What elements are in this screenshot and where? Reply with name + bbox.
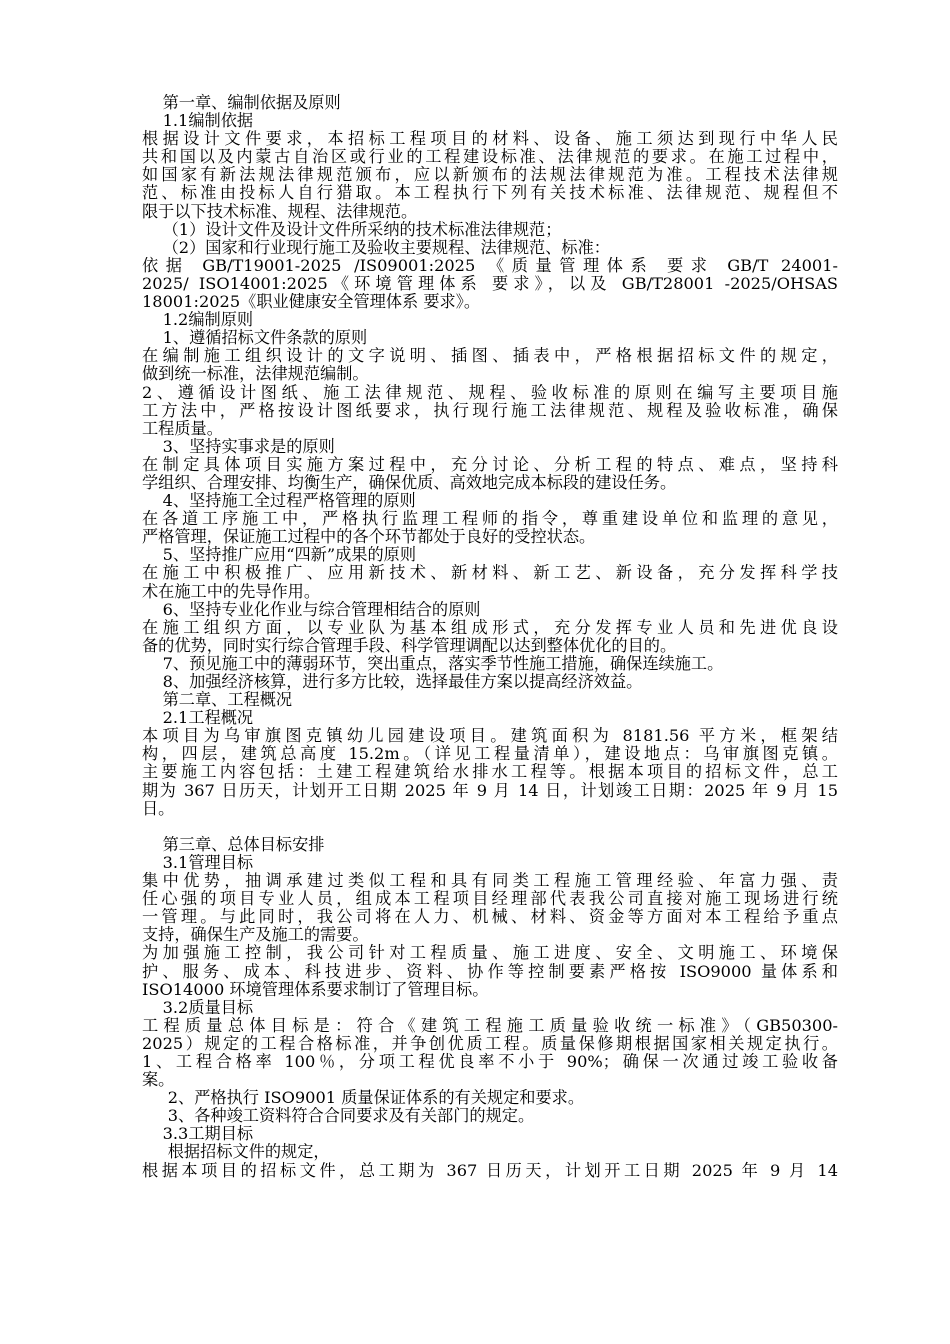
text-line: 工程质量总体目标是：符合《建筑工程施工质量验收统一标准》（GB50300- [142, 1015, 838, 1035]
text-line: 术在施工中的先导作用。 [142, 581, 321, 601]
text-line: 3、各种竣工资料符合合同要求及有关部门的规定。 [142, 1106, 535, 1126]
text-line: 一管理。与此同时，我公司将在人力、机械、材料、资金等方面对本工程给予重点 [142, 907, 838, 927]
text-line: 共和国以及内蒙古自治区或行业的工程建设标准、法律规范的要求。在施工过程中， [142, 147, 838, 167]
text-line: 6、坚持专业化作业与综合管理相结合的原则 [142, 599, 481, 619]
text-line: 1、遵循招标文件条款的原则 [142, 328, 368, 348]
text-line: 支持，确保生产及施工的需要。 [142, 925, 369, 945]
text-line: 4、坚持施工全过程严格管理的原则 [142, 491, 416, 511]
text-line: （1）设计文件及设计文件所采纳的技术标准法律规范； [142, 219, 562, 239]
text-line: 在施工中积极推广、应用新技术、新材料、新工艺、新设备，充分发挥科学技 [142, 563, 838, 583]
text-line: 依据 GB/T19001-2025 /IS09001:2025 《质量管理体系 要求 GB/T 24001- [142, 255, 838, 275]
text-line: ISO14000 环境管理体系要求制订了管理目标。 [142, 979, 489, 999]
text-line: 在编制施工组织设计的文字说明、插图、插表中，严格根据招标文件的规定， [142, 346, 838, 366]
text-line: 5、坚持推广应用“四新”成果的原则 [142, 545, 417, 565]
text-line: 根据本项目的招标文件，总工期为 367 日历天，计划开工日期 2025 年 9 月 14 [142, 1160, 838, 1180]
text-line: 1、工程合格率 100％，分项工程优良率不小于 90%；确保一次通过竣工验收备 [142, 1051, 838, 1071]
text-line: 3.2质量目标 [142, 997, 254, 1017]
text-line: 2025/ ISO14001:2025《环境管理体系 要求》，以及 GB/T28001 -2025/OHSAS [142, 273, 838, 293]
text-line: 第三章、总体目标安排 [142, 834, 325, 854]
text-line: 根据招标文件的规定， [142, 1142, 330, 1162]
text-line: （2）国家和行业现行施工及验收主要规程、法律规范、标准： [142, 237, 610, 257]
text-line: 根据设计文件要求，本招标工程项目的材料、设备、施工须达到现行中华人民 [142, 129, 838, 149]
text-line: 备的优势，同时实行综合管理手段、科学管理调配以达到整体优化的目的。 [142, 635, 677, 655]
text-line: 主要施工内容包括：土建工程建筑给水排水工程等。根据本项目的招标文件，总工 [142, 762, 838, 782]
text-line: 7、预见施工中的薄弱环节，突出重点，落实季节性施工措施，确保连续施工。 [142, 653, 724, 673]
document-page [142, 94, 838, 1180]
text-line: 工方法中，严格按设计图纸要求，执行现行施工法律规范、规程及验收标准，确保 [142, 400, 838, 420]
text-line: 案。 [142, 1070, 175, 1090]
text-line: 在各道工序施工中，严格执行监理工程师的指令，尊重建设单位和监理的意见， [142, 509, 838, 529]
text-line: 第二章、工程概况 [142, 690, 293, 710]
text-line: 如国家有新法规法律规范颁布，应以新颁布的法规法律规范为准。工程技术法律规 [142, 165, 838, 185]
text-line: 在制定具体项目实施方案过程中，充分讨论、分析工程的特点、难点，坚持科 [142, 454, 838, 474]
text-line [142, 818, 838, 836]
text-line: 2、遵循设计图纸、施工法律规范、规程、验收标准的原则在编写主要项目施 [142, 382, 838, 402]
text-line: 在施工组织方面，以专业队为基本组成形式，充分发挥专业人员和先进优良设 [142, 617, 838, 637]
text-line: 3.1管理目标 [142, 852, 254, 872]
text-line: 日。 [142, 798, 175, 818]
text-line: 1.1编制依据 [142, 111, 254, 131]
text-line: 2025）规定的工程合格标准，并争创优质工程。质量保修期根据国家相关规定执行。 [142, 1033, 838, 1053]
text-line: 8、加强经济核算，进行多方比较，选择最佳方案以提高经济效益。 [142, 672, 643, 691]
text-line: 1.2编制原则 [142, 310, 254, 330]
text-line: 18001:2025《职业健康安全管理体系 要求》。 [142, 292, 481, 312]
text-line: 任心强的项目专业人员，组成本工程项目经理部代表我公司直接对施工现场进行统 [142, 889, 838, 909]
text-line: 构，四层，建筑总高度 15.2m。（详见工程量清单），建设地点：乌审旗图克镇。 [142, 744, 838, 764]
text-line: 范、标准由投标人自行猎取。本工程执行下列有关技术标准、法律规范、规程但不 [142, 183, 838, 203]
text-line: 护、服务、成本、科技进步、资料、协作等控制要素严格按 ISO9000 量体系和 [142, 961, 838, 981]
text-line: 严格管理，保证施工过程中的各个环节都处于良好的受控状态。 [142, 527, 596, 547]
text-line: 第一章、编制依据及原则 [142, 93, 341, 112]
text-line: 做到统一标准，法律规范编制。 [142, 364, 369, 384]
text-line: 2、严格执行 ISO9001 质量保证体系的有关规定和要求。 [142, 1088, 585, 1108]
text-line: 为加强施工控制，我公司针对工程质量、施工进度、安全、文明施工、环境保 [142, 943, 838, 963]
text-line: 学组织、合理安排、均衡生产，确保优质、高效地完成本标段的建设任务。 [142, 472, 677, 492]
text-line: 工程质量。 [142, 418, 223, 438]
text-line: 2.1工程概况 [142, 708, 254, 728]
text-line: 3.3工期目标 [142, 1124, 254, 1144]
text-line: 3、坚持实事求是的原则 [142, 436, 335, 456]
text-line: 集中优势，抽调承建过类似工程和具有同类工程施工管理经验、年富力强、责 [142, 871, 838, 891]
text-line: 期为 367 日历天，计划开工日期 2025 年 9 月 14 日，计划竣工日期：2025 年 9 月 15 [142, 780, 838, 800]
text-line: 本项目为乌审旗图克镇幼儿园建设项目。建筑面积为 8181.56 平方米，框架结 [142, 726, 838, 746]
text-line: 限于以下技术标准、规程、法律规范。 [142, 201, 418, 221]
